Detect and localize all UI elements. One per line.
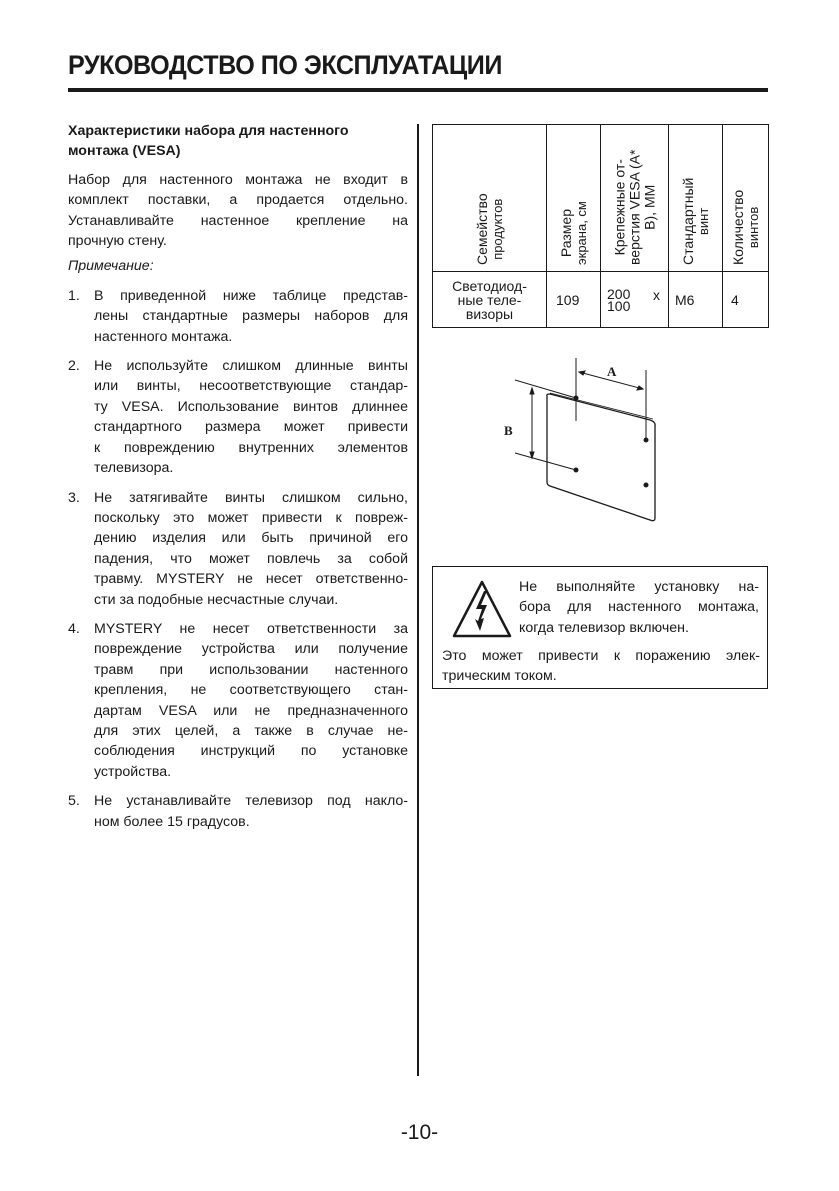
item-number: 1. — [68, 287, 80, 304]
header-line: Стандартный — [679, 177, 696, 265]
header-line: продуктов — [489, 198, 505, 260]
text-line: травму. MYSTERY не несет ответственно- — [94, 571, 408, 588]
header-line: Количество — [729, 189, 746, 265]
text-line: Не используйте слишком длинные винты — [94, 358, 408, 375]
label-a: A — [607, 364, 617, 379]
list-item — [68, 791, 408, 832]
header-family — [433, 125, 547, 272]
text-line: комплект поставки, а продается отдельно. — [68, 192, 408, 209]
page-title: РУКОВОДСТВО ПО ЭКСПЛУАТАЦИИ — [68, 50, 502, 80]
header-text — [612, 150, 657, 265]
vesa-x: x — [653, 287, 660, 303]
header-line: винтов — [745, 206, 761, 249]
heading-line: Характеристики набора для настенного — [68, 123, 349, 139]
header-line: Крепежные от- — [611, 159, 627, 256]
text-line: поскольку это может привести к повреж- — [94, 509, 408, 526]
table-row — [433, 272, 769, 328]
cell-line: визоры — [465, 305, 514, 322]
left-column — [68, 121, 408, 841]
list-item — [68, 356, 408, 478]
warning-line: когда телевизор включен. — [519, 619, 689, 636]
item-number: 3. — [68, 489, 80, 506]
text-line: дению изделия или быть причиной его — [94, 530, 408, 547]
text-line: стандартного размера может привести — [94, 419, 408, 436]
column-divider — [417, 124, 419, 1076]
header-screw — [669, 125, 723, 272]
cell-family — [433, 272, 547, 328]
header-vesa — [601, 125, 669, 272]
text-line: или винты, несоответствующие стандар- — [94, 378, 408, 395]
note-list — [68, 286, 408, 832]
vesa-table — [432, 124, 769, 328]
text-line: В приведенной ниже таблице представ- — [94, 287, 408, 304]
text-line: соблюдения инструкций по установке — [94, 743, 408, 760]
header-line: экрана, см — [573, 201, 589, 265]
note-label: Примечание: — [68, 258, 154, 275]
label-b: B — [504, 423, 513, 438]
cell-count: 4 — [723, 272, 769, 328]
text-line: ном более 15 градусов. — [94, 813, 250, 830]
text-line: травм при использовании настенного — [94, 661, 408, 678]
header-line: верстия VESA (А* — [626, 149, 642, 265]
list-item — [68, 286, 408, 347]
warning-line: Это может привести к поражению элек- — [442, 648, 760, 664]
text-line: сти за подобные несчастные случаи. — [94, 591, 339, 608]
header-line: В), ММ — [641, 184, 657, 230]
table-header-row — [433, 125, 769, 272]
warning-sub-text — [442, 646, 760, 687]
warning-line: Не выполняйте установку на- — [519, 579, 759, 595]
page-number: -10- — [400, 1121, 439, 1144]
warning-main-text — [519, 577, 759, 638]
header-count — [723, 125, 769, 272]
electric-shock-warning-icon — [451, 579, 513, 641]
vesa-a: 200 — [607, 285, 631, 302]
warning-box — [432, 566, 768, 689]
text-line: ту VESA. Использование винтов длиннее — [94, 398, 408, 415]
text-line: повреждение устройства или получение — [94, 641, 408, 658]
text-line: лены стандартные размеры наборов для — [94, 308, 408, 325]
header-line: винт — [695, 207, 711, 235]
section-heading — [68, 121, 408, 162]
cell-screw: M6 — [669, 272, 723, 328]
list-item — [68, 619, 408, 782]
text-line: MYSTERY не несет ответственности за — [94, 620, 408, 637]
title-rule — [68, 88, 768, 92]
header-line: Размер — [557, 209, 574, 258]
wall-mount-diagram — [504, 358, 670, 533]
header-text — [475, 193, 505, 265]
cell-size: 109 — [547, 272, 601, 328]
header-line: Семейство — [473, 193, 490, 265]
header-text — [559, 201, 589, 265]
text-line: дартам VESA или не предназначенного — [94, 702, 408, 719]
warning-line: трическим током. — [442, 668, 557, 685]
cell-vesa — [601, 272, 669, 328]
text-line: Устанавливайте настенное крепление на — [68, 212, 408, 229]
header-text — [681, 178, 711, 265]
vesa-b: 100 — [607, 297, 631, 314]
text-line: для этих целей, а также в случае не- — [94, 722, 408, 739]
text-line: Не затягивайте винты слишком сильно, — [94, 489, 408, 506]
header-size — [547, 125, 601, 272]
header-text — [731, 190, 761, 265]
item-number: 2. — [68, 358, 80, 375]
item-number: 5. — [68, 793, 80, 810]
text-line: к повреждению внутренних элементов — [94, 439, 408, 456]
cell-line: Светодиод- — [452, 277, 527, 294]
text-line: Не устанавливайте телевизор под накло- — [94, 793, 408, 810]
text-line: Набор для настенного монтажа не входит в — [68, 171, 408, 188]
warning-line: бора для настенного монтажа, — [519, 599, 759, 616]
text-line: падения, что может повлечь за собой — [94, 550, 408, 567]
text-line: прочную стену. — [68, 233, 167, 250]
text-line: крепления, не соответствующего стан- — [94, 682, 408, 699]
list-item — [68, 488, 408, 610]
text-line: устройства. — [94, 763, 172, 780]
cell-line: ные теле- — [457, 291, 522, 308]
intro-paragraph — [68, 170, 408, 252]
heading-line: монтажа (VESA) — [68, 143, 181, 160]
item-number: 4. — [68, 620, 80, 637]
text-line: телевизора. — [94, 460, 174, 477]
text-line: настенного монтажа. — [94, 328, 233, 345]
